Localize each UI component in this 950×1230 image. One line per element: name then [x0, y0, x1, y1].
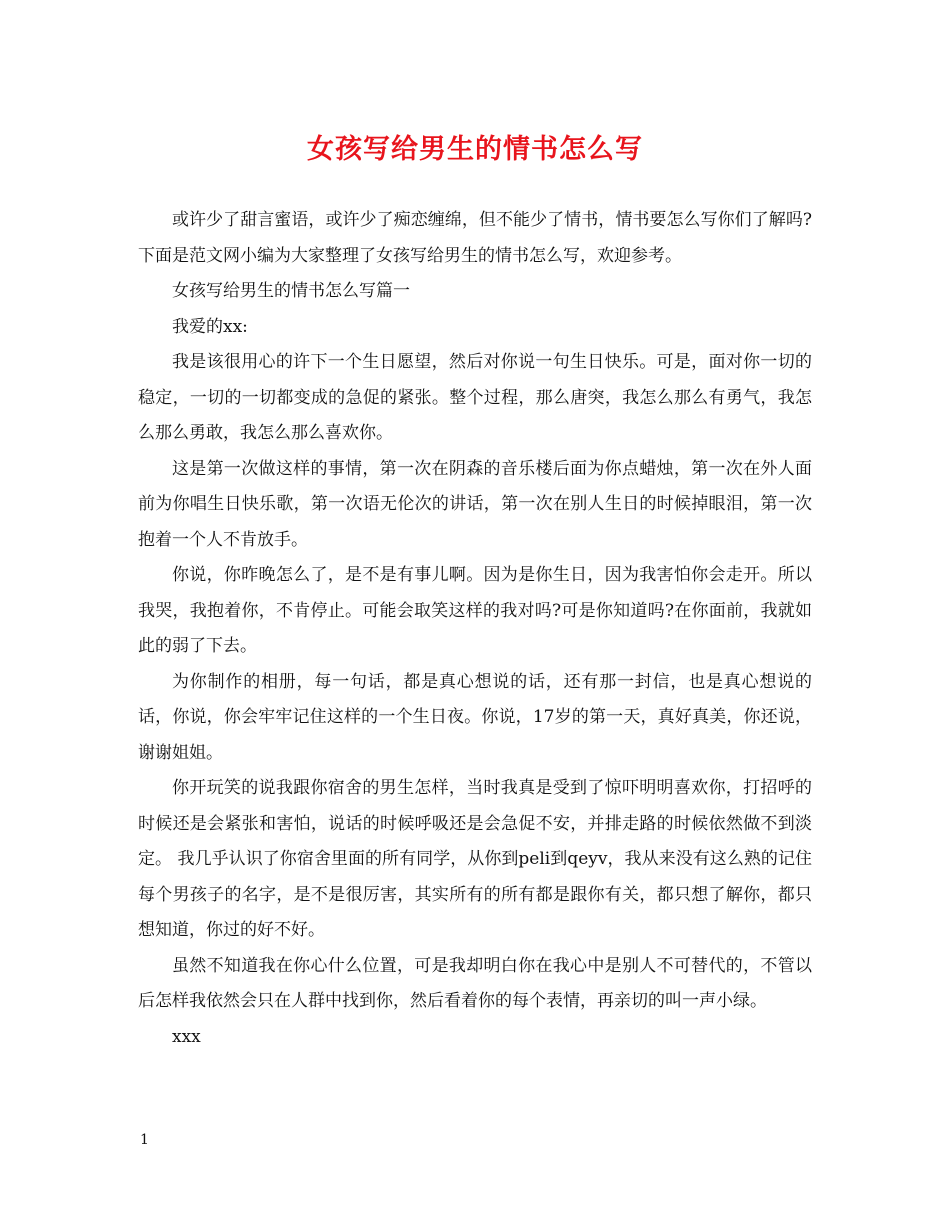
paragraph: 我是该很用心的许下一个生日愿望，然后对你说一句生日快乐。可是，面对你一切的稳定，一切的一切都变成的急促的紧张。整个过程，那么唐突，我怎么那么有勇气，我怎么那么勇敢，我怎么那么喜欢你。 — [138, 352, 812, 443]
paragraph: 为你制作的相册，每一句话，都是真心想说的话，还有那一封信，也是真心想说的话，你说，你会牢牢记住这样的一个生日夜。你说，17岁的第一天，真好真美，你还说，谢谢姐姐。 — [138, 671, 812, 763]
paragraph: 虽然不知道我在你心什么位置，可是我却明白你在我心中是别人不可替代的，不管以后怎样我依然会只在人群中找到你，然后看着你的每个表情，再亲切的叫一声小绿。 — [138, 955, 812, 1011]
section-heading: 女孩写给男生的情书怎么写篇一 — [172, 281, 410, 301]
document-title: 女孩写给男生的情书怎么写 — [307, 134, 643, 165]
paragraph: 你开玩笑的说我跟你宿舍的男生怎样，当时我真是受到了惊吓明明喜欢你，打招呼的时候还是会紧张和害怕，说话的时候呼吸还是会急促不安，并排走路的时候依然做不到淡定。 我几乎认识了你宿舍里面的所有同学，从你到peli到qeyv，我从来没有这么熟的记住每个男孩子的名字，是不是很厉害，其实所有的所有都是跟你有关，都只想了解你，都只想知道，你过的好不好。 — [138, 778, 812, 940]
page-number: 1 — [140, 1132, 149, 1148]
letter-salutation: 我爱的xx: — [172, 316, 248, 337]
letter-signature: xxx — [172, 1026, 201, 1047]
document-body — [138, 203, 812, 1055]
paragraph-intro: 或许少了甜言蜜语，或许少了痴恋缠绵，但不能少了情书，情书要怎么写你们了解吗?下面是范文网小编为大家整理了女孩写给男生的情书怎么写，欢迎参考。 — [138, 210, 812, 266]
paragraph: 你说，你昨晚怎么了，是不是有事儿啊。因为是你生日，因为我害怕你会走开。所以我哭，我抱着你，不肯停止。可能会取笑这样的我对吗?可是你知道吗?在你面前，我就如此的弱了下去。 — [138, 565, 812, 656]
paragraph: 这是第一次做这样的事情，第一次在阴森的音乐楼后面为你点蜡烛，第一次在外人面前为你唱生日快乐歌，第一次语无伦次的讲话，第一次在别人生日的时候掉眼泪，第一次抱着一个人不肯放手。 — [138, 458, 812, 550]
